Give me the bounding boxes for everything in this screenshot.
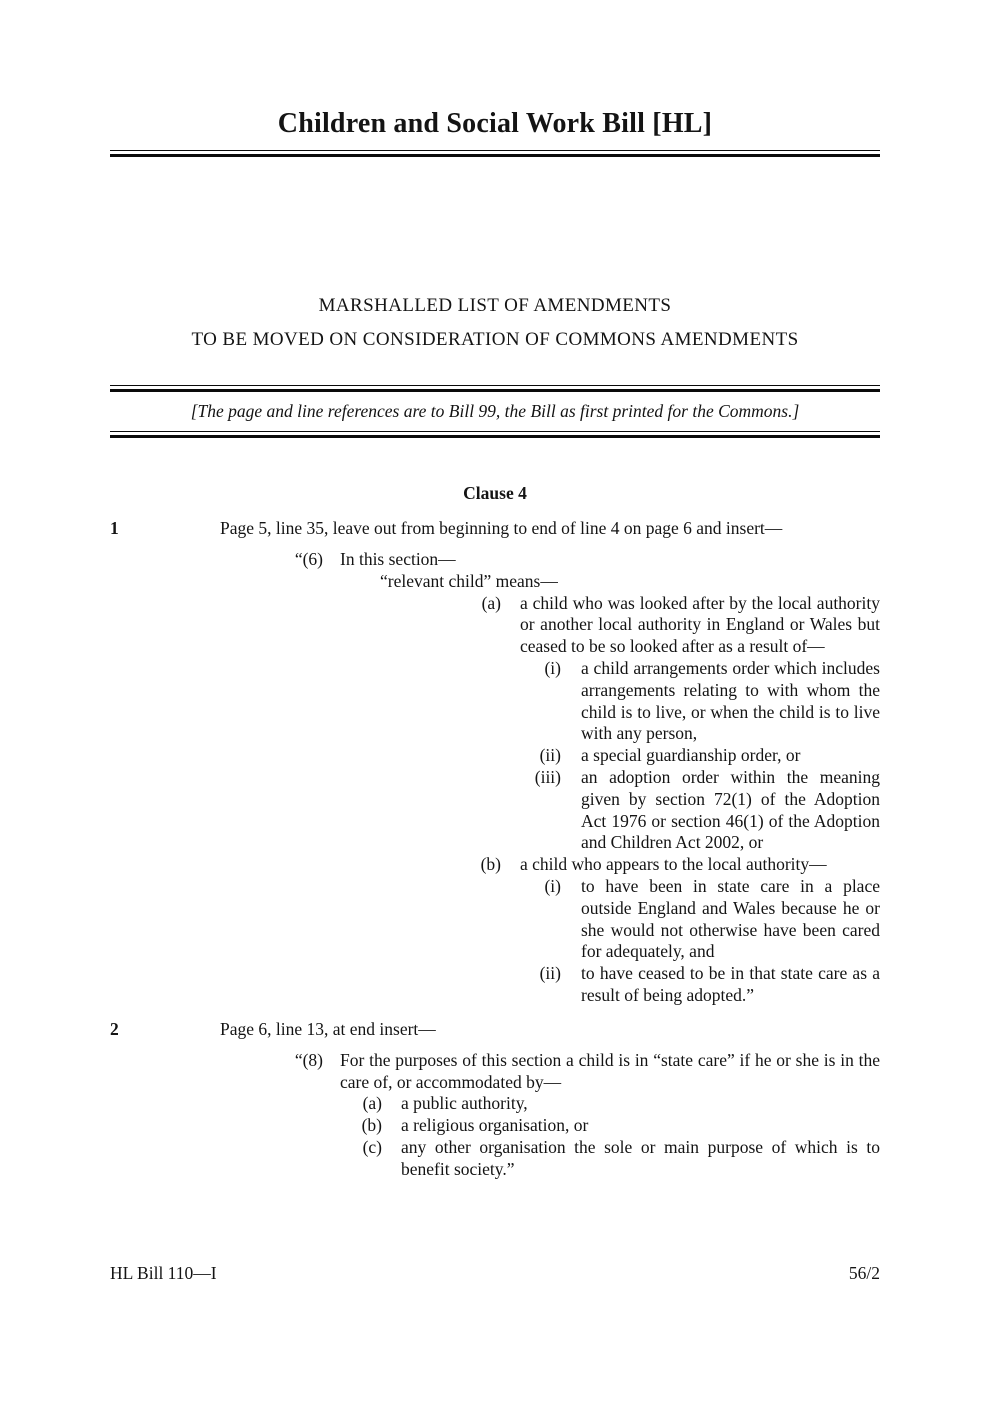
- provision-label: “(6): [294, 549, 323, 569]
- amendment-instruction: Page 5, line 35, leave out from beginning to end of line 4 on page 6 and insert—: [220, 518, 783, 538]
- provision-para-a: [362, 1093, 880, 1115]
- provision-label: (ii): [539, 745, 561, 766]
- provision-label: (c): [362, 1136, 382, 1157]
- amendment-2: [110, 1018, 880, 1181]
- provision-label: (a): [481, 592, 501, 613]
- provision-subpara-a-i: [544, 657, 880, 745]
- note-rule-bottom: [110, 431, 880, 438]
- reference-note: [The page and line references are to Bill 99, the Bill as first printed for the Commons.]: [190, 401, 800, 421]
- amendment-instruction: Page 6, line 13, at end insert—: [220, 1018, 436, 1039]
- provision-label: “(8): [294, 1049, 323, 1070]
- provision-para-b: [361, 1115, 880, 1137]
- provision-label: (b): [361, 1115, 382, 1136]
- amendment-body: [110, 1050, 880, 1181]
- amendment-body: [110, 549, 880, 1007]
- provision-text: For the purposes of this section a child is in “state care” if he or she is in the care of, or accommodated by—: [340, 1049, 880, 1092]
- provision-label: (i): [544, 657, 561, 678]
- page-footer: [110, 1262, 880, 1284]
- provision-text: to have ceased to be in that state care as a result of being adopted.”: [581, 963, 880, 1005]
- provision-text: an adoption order within the meaning given by section 72(1) of the Adoption Act 1976 or section 46(1) of the Adoption and Children Act 2002, or: [581, 766, 880, 853]
- provision-subpara-b-ii: [539, 963, 880, 1007]
- provision-text: to have been in state care in a place outside England and Wales because he or she would not otherwise have been cared for adequately, and: [581, 875, 880, 962]
- footer-list-number: 56/2: [848, 1263, 880, 1283]
- bill-title: Children and Social Work Bill [HL]: [277, 108, 713, 139]
- note-rule-top: [110, 385, 880, 392]
- provision-para-a: [481, 592, 880, 658]
- provision-label: (b): [480, 854, 501, 875]
- provision-label: (a): [362, 1093, 382, 1114]
- provision-text: In this section—: [340, 549, 456, 569]
- provision-text: a child arrangements order which includes arrangements relating to with whom the child is to live, or when the child is to live with any person,: [581, 657, 880, 744]
- provision-text: a special guardianship order, or: [581, 745, 801, 766]
- title-rule: [110, 150, 880, 157]
- provision-text: a religious organisation, or: [401, 1115, 589, 1136]
- provision-subsection-8: [294, 1049, 880, 1094]
- provision-text: a child who appears to the local authority—: [520, 854, 827, 875]
- provision-subsection-6: [294, 549, 880, 571]
- provision-label: (i): [544, 875, 561, 896]
- provision-para-b: [480, 854, 880, 876]
- provision-subpara-b-i: [544, 875, 880, 963]
- provision-label: (ii): [539, 963, 561, 984]
- amendment-1: [110, 517, 880, 1007]
- amendment-number: 2: [110, 1018, 119, 1039]
- provision-definition: [380, 571, 880, 593]
- provision-label: (iii): [534, 766, 561, 787]
- amendment-number: 1: [110, 518, 119, 538]
- provision-text: “relevant child” means—: [380, 570, 558, 591]
- provision-subpara-a-iii: [534, 766, 880, 854]
- clause-heading: Clause 4: [463, 483, 527, 503]
- marshalled-list-heading: MARSHALLED LIST OF AMENDMENTS: [318, 295, 672, 316]
- provision-subpara-a-ii: [539, 745, 880, 767]
- to-be-moved-heading: TO BE MOVED ON CONSIDERATION OF COMMONS AMENDMENTS: [191, 329, 799, 350]
- provision-text: a public authority,: [401, 1093, 528, 1114]
- provision-text: any other organisation the sole or main purpose of which is to benefit society.”: [401, 1136, 880, 1179]
- provision-para-c: [362, 1136, 880, 1181]
- footer-bill-number: HL Bill 110—I: [110, 1263, 217, 1283]
- provision-text: a child who was looked after by the local authority or another local authority in England or Wales but ceased to be so looked after as a result of—: [520, 592, 880, 657]
